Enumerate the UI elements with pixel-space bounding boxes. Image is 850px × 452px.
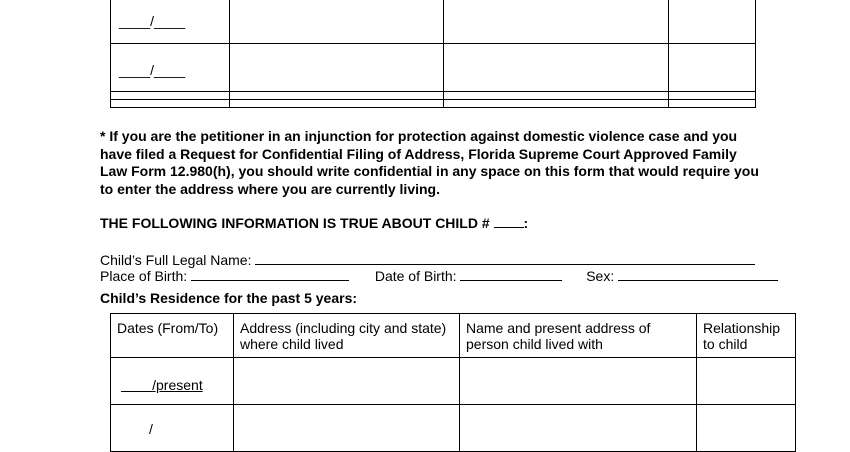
spacer-cell (111, 100, 230, 108)
date-cell[interactable] (111, 358, 234, 405)
table-row (111, 44, 756, 92)
header-relationship: Relationship to child (697, 314, 796, 358)
confidential-address-notice: * If you are the petitioner in an injunction for protection against domestic violence case and you have filed a Request for Confidential Filing of Address, Florida Supreme Court Approved Family Law Form 12.980(h), you should write confidential in any space on this form that would require you to enter the address where you are currently living. (100, 128, 759, 197)
date-of-birth-field[interactable] (460, 266, 562, 281)
place-of-birth-label: Place of Birth: (100, 268, 188, 284)
date-cell[interactable] (111, 405, 234, 452)
date-of-birth-label: Date of Birth: (374, 268, 457, 284)
sex-label: Sex: (586, 268, 615, 284)
date-cell[interactable] (111, 0, 230, 44)
table-row (111, 0, 756, 44)
date-placeholder: ____/____ (119, 13, 186, 29)
date-cell[interactable] (111, 44, 230, 92)
child-number-field[interactable] (494, 213, 524, 228)
child-info-heading (100, 213, 528, 231)
previous-residence-table (110, 0, 756, 108)
table-row (111, 358, 796, 405)
table-row (111, 100, 756, 108)
person-cell[interactable] (460, 405, 697, 452)
address-cell[interactable] (234, 405, 460, 452)
table-header-row (111, 314, 796, 358)
header-address: Address (including city and state) where child lived (234, 314, 460, 358)
full-name-label: Child’s Full Legal Name: (100, 252, 252, 268)
residence-table (110, 313, 796, 452)
date-placeholder: ____/____ (119, 62, 186, 78)
person-cell[interactable] (444, 0, 669, 44)
table-row (111, 405, 796, 452)
full-name-field[interactable] (255, 250, 755, 265)
residence-heading: Child’s Residence for the past 5 years: (100, 290, 358, 306)
child-heading-suffix: : (523, 215, 529, 231)
person-cell[interactable] (460, 358, 697, 405)
relationship-cell[interactable] (697, 358, 796, 405)
header-dates: Dates (From/To) (111, 314, 234, 358)
relationship-cell[interactable] (669, 44, 756, 92)
birth-info-row (100, 266, 778, 284)
date-slash: / (149, 421, 153, 437)
spacer-cell (444, 100, 669, 108)
address-cell[interactable] (230, 44, 444, 92)
header-person: Name and present address of person child lived with (460, 314, 697, 358)
spacer-cell (669, 92, 756, 100)
relationship-cell[interactable] (697, 405, 796, 452)
person-cell[interactable] (444, 44, 669, 92)
sex-field[interactable] (618, 266, 778, 281)
table-row (111, 92, 756, 100)
spacer-cell (111, 92, 230, 100)
place-of-birth-field[interactable] (191, 266, 349, 281)
child-heading-text: THE FOLLOWING INFORMATION IS TRUE ABOUT CHILD # (100, 215, 490, 231)
spacer-cell (444, 92, 669, 100)
spacer-cell (230, 92, 444, 100)
relationship-cell[interactable] (669, 0, 756, 44)
date-present: /present (152, 377, 203, 393)
spacer-cell (230, 100, 444, 108)
spacer-cell (669, 100, 756, 108)
date-from-blank (121, 377, 152, 393)
address-cell[interactable] (234, 358, 460, 405)
address-cell[interactable] (230, 0, 444, 44)
